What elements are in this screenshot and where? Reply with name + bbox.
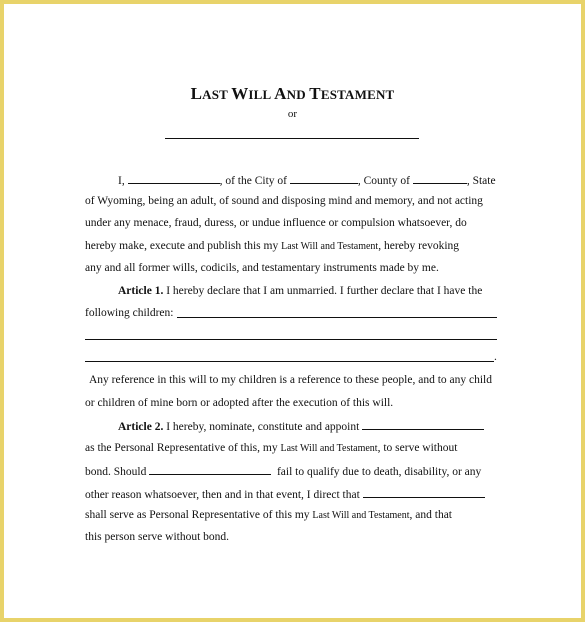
children-label: following children: bbox=[85, 307, 174, 319]
intro-line-2: of Wyoming, being an adult, of sound and disposing mind and memory, and not acting bbox=[85, 195, 483, 207]
article-2: Article 2. I hereby, nominate, constitute and appoint bbox=[118, 418, 484, 434]
document-title: LAST WILL AND TESTAMENT bbox=[190, 84, 395, 103]
alternate-blank[interactable] bbox=[363, 486, 485, 498]
intro-line-5: any and all former wills, codicils, and testamentary instruments made by me. bbox=[85, 262, 439, 274]
children-line-2[interactable] bbox=[85, 339, 497, 340]
article-1: Article 1. I hereby declare that I am unmarried. I further declare that I have the bbox=[118, 285, 483, 297]
testator-name-line[interactable] bbox=[165, 138, 419, 139]
article-2-line-2: as the Personal Representative of this, my Last Will and Testament, to serve without bbox=[85, 442, 458, 454]
intro-line-4: hereby make, execute and publish this my Last Will and Testament, hereby revoking bbox=[85, 240, 460, 252]
or-label: or bbox=[287, 108, 298, 120]
reference-line-2: or children of mine born or adopted after the execution of this will. bbox=[85, 397, 394, 409]
city-blank[interactable] bbox=[290, 172, 358, 184]
intro-line-1: I, , of the City of , County of , State bbox=[118, 172, 496, 188]
intro-line-3: under any menace, fraud, duress, or undue influence or compulsion whatsoever, do bbox=[85, 217, 467, 229]
representative-blank[interactable] bbox=[362, 418, 484, 430]
should-blank[interactable] bbox=[149, 463, 271, 475]
children-period: . bbox=[494, 351, 497, 363]
name-blank[interactable] bbox=[128, 172, 220, 184]
reference-line-1: Any reference in this will to my children is a reference to these people, and to any child bbox=[89, 374, 492, 386]
article-2-line-4: other reason whatsoever, then and in that event, I direct that bbox=[85, 486, 485, 502]
county-blank[interactable] bbox=[413, 172, 467, 184]
article-2-line-5: shall serve as Personal Representative of this my Last Will and Testament, and that bbox=[85, 509, 452, 521]
children-line-3[interactable] bbox=[85, 361, 494, 362]
children-line-1[interactable] bbox=[177, 317, 497, 318]
article-2-line-6: this person serve without bond. bbox=[85, 531, 230, 543]
article-2-line-3: bond. Should fail to qualify due to death, disability, or any bbox=[85, 463, 481, 479]
